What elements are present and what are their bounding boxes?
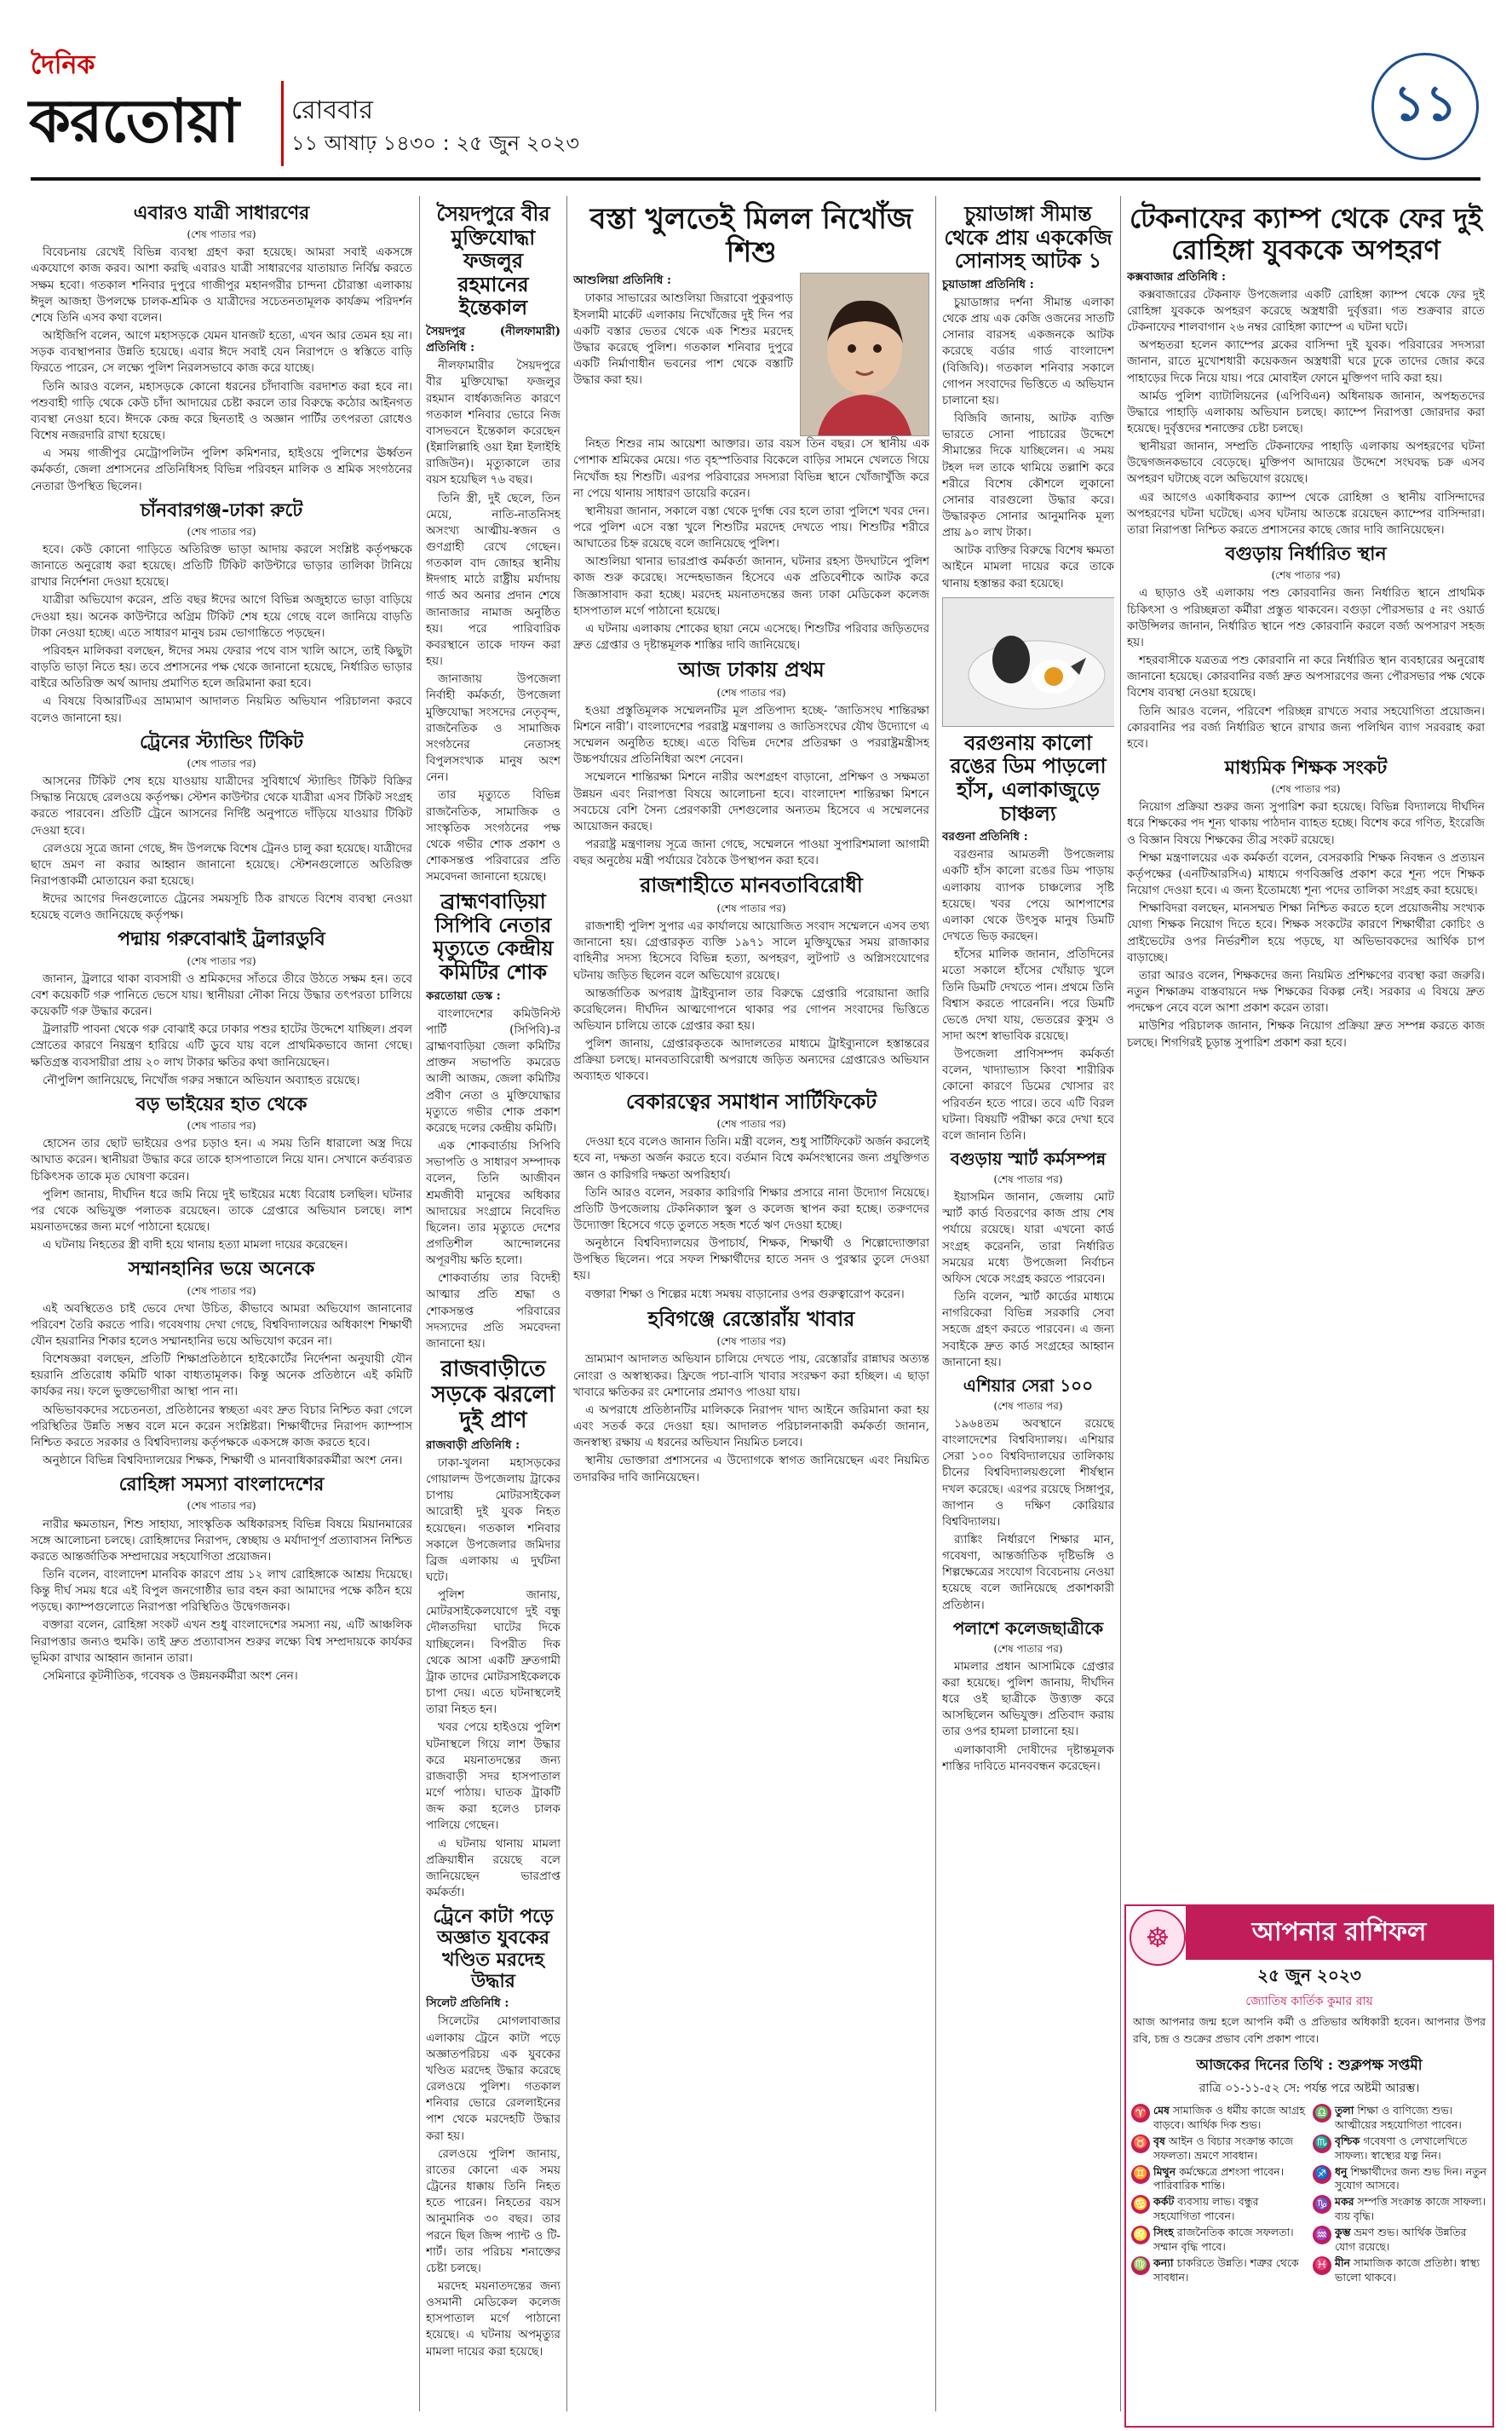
headline: ব্রাহ্মণবাড়িয়া সিপিবি নেতার মৃত্যুতে কেন্দ্রীয় কমিটির শোক <box>433 890 554 985</box>
article-train <box>31 732 412 925</box>
paragraph: বক্তারা বলেন, রোহিঙ্গা সংকট এখন শুধু বাংলাদেশের সমস্যা নয়, এটি আঞ্চলিক নিরাপত্তার জন্যও হুমকি। তাই দ্রুত প্রত্যাবাসন শুরুর লক্ষ্যে বিশ্ব সম্প্রদায়কে কার্যকর ভূমিকা রাখার আহ্বান জানান তারা। <box>31 1618 412 1665</box>
paragraph: অভিভাবকদের সচেতনতা, প্রতিষ্ঠানের স্বচ্ছতা এবং দ্রুত বিচার নিশ্চিত করা গেলে পরিস্থিতির উন্নতি সম্ভব বলে মনে করেন সংশ্লিষ্টরা। শিক্ষার্থীদের নিরাপদ ক্যাম্পাস নিশ্চিত করতে সরকার ও বিশ্ববিদ্যালয় কর্তৃপক্ষকে একসঙ্গে কাজ করতে হবে। <box>31 1403 412 1449</box>
paragraph: এ ঘটনায় এলাকায় শোকের ছায়া নেমে এসেছে। শিশুটির পরিবার জড়িতদের দ্রুত গ্রেপ্তার ও দৃষ্টান্তমূলক শাস্তির দাবি জানিয়েছে। <box>573 621 929 653</box>
paragraph: যাত্রীরা অভিযোগ করেন, প্রতি বছর ঈদের আগে বিভিন্ন অজুহাতে ভাড়া বাড়িয়ে দেওয়া হয়। অনেক কাউন্টারে অগ্রিম টিকিট শেষ হয়ে গেছে বলে জানিয়ে বাড়তি টাকা নেওয়া হচ্ছে। এতে সাধারণ মানুষ চরম ভোগান্তিতে পড়ছেন। <box>31 593 412 640</box>
paragraph: আন্তর্জাতিক অপরাধ ট্রাইব্যুনাল তার বিরুদ্ধে গ্রেপ্তারি পরোয়ানা জারি করেছিলেন। দীর্ঘদিন আত্মগোপনে থাকার পর গোপন সংবাদের ভিত্তিতে অভিযান চালিয়ে তাকে গ্রেপ্তার করা হয়। <box>573 986 929 1033</box>
sign-item <box>1313 2134 1487 2163</box>
continued-note: (শেষ পাতার পর) <box>716 686 786 699</box>
paragraph: ১৯৬৪তম অবস্থানে রয়েছে বাংলাদেশের বিশ্ববিদ্যালয়। এশিয়ার সেরা ১০০ বিশ্ববিদ্যালয়ের তালিকায় চীনের বিশ্ববিদ্যালয়গুলো শীর্ষস্থান দখল করেছে। এরপর রয়েছে সিঙ্গাপুর, জাপান ও দক্ষিণ কোরিয়ার বিশ্ববিদ্যালয়। <box>942 1416 1114 1529</box>
paragraph: রাজশাহী পুলিশ সুপার এর কার্যালয়ে আয়োজিত সংবাদ সম্মেলনে এসব তথ্য জানানো হয়। গ্রেপ্তারকৃত ব্যক্তি ১৯৭১ সালে মুক্তিযুদ্ধের সময় রাজাকার বাহিনীর সদস্য হিসেবে বিভিন্ন হত্যা, অপহরণ, লুটপাট ও অগ্নিসংযোগের ঘটনায় জড়িত ছিলেন বলে অভিযোগ রয়েছে। <box>573 919 929 982</box>
sign-text: সম্পত্তি সংক্রান্ত কাজে সাফল্য। ব্যয় বৃদ্ধি। <box>1335 2195 1486 2223</box>
headline: চুয়াডাঙ্গা সীমান্ত থেকে প্রায় এককেজি সোনাসহ আটক ১ <box>944 202 1112 274</box>
byline: সৈয়দপুর (নীলফামারী) প্রতিনিধি : <box>426 324 561 355</box>
article-asia <box>942 1376 1114 1614</box>
column-divider <box>566 196 567 2411</box>
headline: সৈয়দপুরে বীর মুক্তিযোদ্ধা ফজলুর রহমানের ইন্তেকাল <box>436 202 550 320</box>
sign-name: তুলা <box>1335 2104 1354 2117</box>
column-divider <box>1120 196 1121 2411</box>
headline: পলাশে কলেজছাত্রীকে <box>952 1617 1104 1639</box>
article-bogura-nirdharito <box>1127 544 1485 752</box>
continued-note: (শেষ পাতার পর) <box>993 1173 1063 1186</box>
lead-block <box>573 273 929 436</box>
sign-name: মিথুন <box>1153 2164 1176 2178</box>
newspaper-logo: করতোয়া <box>29 86 239 156</box>
paragraph: এ অপরাধে প্রতিষ্ঠানটির মালিককে নিরাপদ খাদ্য আইনে জরিমানা করা হয় এবং সতর্ক করে দেওয়া হয়। আদালত পরিচালনাকারী কর্মকর্তা জানান, জনস্বাস্থ্য রক্ষায় এ ধরনের অভিযান নিয়মিত চলবে। <box>573 1403 929 1450</box>
headline: হবিগঞ্জে রেস্তোরাঁয় খাবার <box>647 1306 855 1331</box>
headline: রাজবাড়ীতে সড়কে ঝরলো দুই প্রাণ <box>431 1357 555 1433</box>
headline: সম্মানহানির ভয়ে অনেকে <box>128 1259 315 1281</box>
paragraph: দেওয়া হবে বলেও জানান তিনি। মন্ত্রী বলেন, শুধু সার্টিফিকেট অর্জন করলেই হবে না, দক্ষতা অর্জন করতে হবে। বর্তমান বিশ্বে কর্মসংস্থানের জন্য প্রযুক্তিগত জ্ঞান ও কারিগরি দক্ষতা অপরিহার্য। <box>573 1135 929 1182</box>
paragraph: মরদেহ ময়নাতদন্তের জন্য ওসমানী মেডিকেল কলেজ হাসপাতাল মর্গে পাঠানো হয়েছে। এ ঘটনায় অপমৃত্যুর মামলা দায়ের করা হয়েছে। <box>426 2278 561 2359</box>
paragraph: জানান, ট্রলারে থাকা ব্যবসায়ী ও শ্রমিকদের সাঁতরে তীরে উঠতে সক্ষম হন। তবে বেশ কয়েকটি গরু পানিতে ভেসে যায়। স্থানীয়রা নৌকা নিয়ে উদ্ধার তৎপরতা চালিয়ে কয়েকটি গরু উদ্ধার করেন। <box>31 971 412 1019</box>
sign-name: ধনু <box>1335 2164 1348 2178</box>
article-bekarotto <box>573 1091 929 1303</box>
byline: সিলেট প্রতিনিধি : <box>426 1996 509 2011</box>
byline: বরগুনা প্রতিনিধি : <box>942 830 1028 844</box>
horoscope-date: ২৫ জুন ২০২৩ <box>1257 1965 1361 1985</box>
continued-note: (শেষ পাতার পর) <box>716 902 786 914</box>
paragraph: আশুলিয়া থানার ভারপ্রাপ্ত কর্মকর্তা জানান, ঘটনার রহস্য উদঘাটনে পুলিশ কাজ শুরু করেছে। সন্দেহভাজন হিসেবে এক প্রতিবেশীকে আটক করে জিজ্ঞাসাবাদ করা হচ্ছে। মরদেহ ময়নাতদন্তের জন্য ঢাকা মেডিকেল কলেজ হাসপাতাল মর্গে পাঠানো হয়েছে। <box>573 555 929 618</box>
masthead-separator <box>281 81 284 166</box>
lead-text <box>573 273 793 436</box>
paragraph: সিলেটের মোগলাবাজার এলাকায় ট্রেনে কাটা পড়ে অজ্ঞাতপরিচয় এক যুবকের খণ্ডিত মরদেহ উদ্ধার করেছে রেলওয়ে পুলিশ। গতকাল শনিবার ভোরে রেললাইনের পাশ থেকে মরদেহটি উদ্ধার করা হয়। <box>426 2014 561 2143</box>
capricorn-icon: ♑ <box>1313 2195 1331 2214</box>
zodiac-sign-list <box>1126 2104 1492 2285</box>
paragraph: পরিবহন মালিকরা বলছেন, ঈদের সময় ফেরার পথে বাস খালি আসে, তাই কিছুটা বাড়তি ভাড়া নিতে হয়। তবে প্রশাসনের পক্ষ থেকে জানানো হয়েছে, নির্ধারিত ভাড়ার বাইরে অতিরিক্ত অর্থ আদায় প্রমাণিত হলে জরিমানা করা হবে। <box>31 643 412 691</box>
paragraph: নারীর ক্ষমতায়ন, শিশু সাহায্য, সাংস্কৃতিক অধিকারসহ বিভিন্ন বিষয়ে মিয়ানমারের সঙ্গে আলোচনা চলছে। রোহিঙ্গাদের নিরাপদ, স্বেচ্ছায় ও মর্যাদাপূর্ণ প্রত্যাবাসন নিশ্চিত করতে আন্তর্জাতিক সম্প্রদায়ের সহযোগিতা প্রয়োজন। <box>31 1517 412 1564</box>
sign-text: ভ্রমণ শুভ। আর্থিক উন্নতির যোগ রয়েছে। <box>1335 2226 1467 2253</box>
paragraph: নিয়োগ প্রক্রিয়া শুরুর জন্য সুপারিশ করা হয়েছে। বিভিন্ন বিদ্যালয়ে দীর্ঘদিন ধরে শিক্ষকের পদ শূন্য থাকায় পাঠদান ব্যাহত হচ্ছে। বিশেষ করে গণিত, ইংরেজি ও বিজ্ঞান বিষয়ে শিক্ষকের তীব্র সংকট রয়েছে। <box>1127 800 1485 847</box>
issue-day: রোববার <box>291 95 373 125</box>
article-maddhomik <box>1127 758 1485 1051</box>
paragraph: অনুষ্ঠানে বিভিন্ন বিশ্ববিদ্যালয়ের শিক্ষক, শিক্ষার্থী ও মানবাধিকারকর্মীরা অংশ নেন। <box>43 1454 403 1468</box>
paragraph: নৌপুলিশ জানিয়েছে, নিখোঁজ গরুর সন্ধানে অভিযান অব্যাহত রয়েছে। <box>43 1073 360 1087</box>
sign-text: সামাজিক ও ধর্মীয় কাজে আগ্রহ বাড়বে। আর্থিক দিক শুভ। <box>1153 2104 1305 2131</box>
horoscope-title: আপনার রাশিফল <box>1186 1906 1492 1960</box>
horoscope-author: জ্যোতিষ কার্তিক কুমার রায় <box>1245 1995 1373 2008</box>
page-number: ১১ <box>1371 53 1479 160</box>
paragraph: আইজিপি বলেন, আগে মহাসড়কে যেমন যানজট হতো, এখন আর তেমন হয় না। সড়ক ব্যবস্থাপনার উন্নতি হয়েছে। এবার ঈদে সবাই যেন নিরাপদে ও স্বস্তিতে বাড়ি ফিরতে পারেন, সে লক্ষ্যে পুলিশ নিরলসভাবে কাজ করে যাচ্ছে। <box>31 329 412 376</box>
continued-note: (শেষ পাতার পর) <box>187 525 256 538</box>
sign-text: কর্মক্ষেত্রে প্রশংসা পাবেন। পারিবারিক শান্তি। <box>1153 2164 1285 2192</box>
article-sommanhani <box>31 1259 412 1469</box>
continued-note: (শেষ পাতার পর) <box>187 1284 256 1297</box>
paragraph: বক্তারা শিক্ষা ও শিল্পের মধ্যে সমন্বয় বাড়ানোর ওপর গুরুত্বারোপ করেন। <box>585 1287 905 1301</box>
article-jatri <box>31 203 412 495</box>
paragraph: খবর পেয়ে হাইওয়ে পুলিশ ঘটনাস্থলে গিয়ে লাশ উদ্ধার করে ময়নাতদন্তের জন্য রাজবাড়ী সদর হাসপাতাল মর্গে পাঠায়। ঘাতক ট্রাকটি জব্দ করা হলেও চালক পালিয়ে গেছেন। <box>426 1720 561 1833</box>
egg-photo <box>942 597 1114 727</box>
sign-item <box>1131 2165 1306 2194</box>
paragraph: আটক ব্যক্তির বিরুদ্ধে বিশেষ ক্ষমতা আইনে মামলা দায়ের করে তাকে থানায় হস্তান্তর করা হয়েছে। <box>942 544 1114 590</box>
aquarius-icon: ♒ <box>1313 2226 1331 2244</box>
article-smart <box>942 1149 1114 1371</box>
byline: রাজবাড়ী প্রতিনিধি : <box>426 1437 520 1452</box>
paragraph: পুলিশ জানায়, মোটরসাইকেলযোগে দুই বন্ধু দৌলতদিয়া ঘাটের দিকে যাচ্ছিলেন। বিপরীত দিক থেকে আসা একটি দ্রুতগামী ট্রাক তাদের মোটরসাইকেলকে চাপা দেয়। এতে ঘটনাস্থলেই তারা নিহত হন। <box>426 1588 561 1717</box>
sign-text: আইন ও বিচার সংক্রান্ত কাজে সফলতা। ভ্রমণে সাবধান। <box>1153 2134 1294 2162</box>
headline: এবারও যাত্রী সাধারণের <box>133 203 310 224</box>
paragraph: সম্মেলনে শান্তিরক্ষা মিশনে নারীর অংশগ্রহণ বাড়ানো, প্রশিক্ষণ ও সক্ষমতা উন্নয়ন এবং নিরাপত্তা বিষয়ে আলোচনা হবে। বাংলাদেশ শান্তিরক্ষা মিশনে সবচেয়ে বেশি সৈন্য প্রেরণকারী দেশগুলোর অন্যতম হিসেবে এ সম্মেলনের আয়োজন করছে। <box>573 770 929 833</box>
paragraph: বিজিবি জানায়, আটক ব্যক্তি ভারতে সোনা পাচারের উদ্দেশে সীমান্তের দিকে যাচ্ছিলেন। এ সময় টহল দল তাকে থামিয়ে তল্লাশি করে শরীরে বিশেষ কৌশলে লুকানো সোনার বারগুলো উদ্ধার করে। উদ্ধারকৃত সোনার আনুমানিক মূল্য প্রায় ৯০ লাখ টাকা। <box>942 412 1114 540</box>
headline: বস্তা খুলতেই মিলল নিখোঁজ শিশু <box>589 202 913 270</box>
gemini-icon: ♊ <box>1131 2165 1150 2184</box>
masthead-rule <box>31 177 1480 181</box>
sign-text: চাকরিতে উন্নতি। শত্রুর থেকে সাবধান। <box>1153 2255 1299 2284</box>
headline: চাঁনবারগঞ্জ-ঢাকা রুটে <box>140 499 303 521</box>
scorpio-icon: ♏ <box>1313 2134 1331 2153</box>
byline: আশুলিয়া প্রতিনিধি : <box>573 274 671 288</box>
continued-note: (শেষ পাতার পর) <box>993 1399 1063 1412</box>
continued-note: (শেষ পাতার পর) <box>187 758 256 770</box>
paragraph: ভ্রাম্যমাণ আদালত অভিযান চালিয়ে দেখতে পায়, রেস্তোরাঁর রান্নাঘর অত্যন্ত নোংরা ও অস্বাস্থ্যকর। ফ্রিজে পচা-বাসি খাবার সংরক্ষণ করা হচ্ছিল। এ ছাড়া খাবারে ক্ষতিকর রং মেশানোর প্রমাণও পাওয়া যায়। <box>573 1352 929 1399</box>
paragraph: তিনি আরও বলেন, সরকার কারিগরি শিক্ষার প্রসারে নানা উদ্যোগ নিয়েছে। প্রতিটি উপজেলায় টেকনিক্যাল স্কুল ও কলেজ স্থাপন করা হচ্ছে। তরুণদের উদ্যোক্তা হিসেবে গড়ে তুলতে সহজ শর্তে ঋণ দেওয়া হচ্ছে। <box>573 1185 929 1232</box>
paragraph: বরগুনার আমতলী উপজেলায় একটি হাঁস কালো রঙের ডিম পাড়ায় এলাকায় ব্যাপক চাঞ্চল্যের সৃষ্টি হয়েছে। খবর পেয়ে আশপাশের এলাকা থেকে উৎসুক মানুষ ডিমটি দেখতে ভিড় করছেন। <box>942 848 1114 944</box>
byline: চুয়াডাঙ্গা প্রতিনিধি : <box>942 277 1034 291</box>
paragraph: শোকবার্তায় তার বিদেহী আত্মার প্রতি শ্রদ্ধা ও শোকসন্তপ্ত পরিবারের সদস্যদের প্রতি সমবেদনা জানানো হয়। <box>426 1271 561 1351</box>
paragraph: ট্রলারটি পাবনা থেকে গরু বোঝাই করে ঢাকার পশুর হাটের উদ্দেশে যাচ্ছিল। প্রবল স্রোতের কারণে নিয়ন্ত্রণ হারিয়ে এটি ডুবে যায় বলে প্রাথমিকভাবে জানা গেছে। ক্ষতিগ্রস্ত ব্যবসায়ীরা প্রায় ২০ লাখ টাকার ক্ষতির কথা জানিয়েছেন। <box>31 1023 412 1069</box>
article-padma <box>31 929 412 1088</box>
paragraph: ঢাকা-খুলনা মহাসড়কের গোয়ালন্দ উপজেলায় ট্রাকের চাপায় মোটরসাইকেল আরোহী দুই যুবক নিহত হয়েছেন। গতকাল শনিবার সকালে উপজেলার জমিদার ব্রিজ এলাকায় এ দুর্ঘটনা ঘটে। <box>426 1455 561 1585</box>
sign-name: কন্যা <box>1153 2255 1174 2269</box>
sign-item <box>1131 2104 1306 2133</box>
sign-item <box>1313 2195 1487 2224</box>
headline: বগুড়ায় স্মার্ট কর্মসম্পন্ন <box>950 1149 1107 1170</box>
column-divider <box>419 196 420 2411</box>
sagittarius-icon: ♐ <box>1313 2165 1331 2184</box>
continued-note: (শেষ পাতার পর) <box>1271 783 1341 796</box>
sign-item <box>1313 2226 1487 2255</box>
headline: বেকারত্বের সমাধান সার্টিফিকেট <box>625 1089 877 1114</box>
paragraph: এ ছাড়াও ওই এলাকায় পশু কোরবানির জন্য নির্ধারিত স্থানে প্রাথমিক চিকিৎসা ও পরিচ্ছন্নতা কর্মীরা প্রস্তুত থাকবেন। বগুড়া পৌরসভার ৫ নং ওয়ার্ড কাউন্সিলর জানান, নির্ধারিত স্থানে পশু কোরবানি করলে বর্জ্য অপসারণ সহজ হয়। <box>1127 586 1485 649</box>
continued-note: (শেষ পাতার পর) <box>993 1642 1063 1655</box>
paragraph: শিক্ষা মন্ত্রণালয়ের এক কর্মকর্তা বলেন, বেসরকারি শিক্ষক নিবন্ধন ও প্রত্যয়ন কর্তৃপক্ষের (এনটিআরসিএ) মাধ্যমে গণবিজ্ঞপ্তি প্রকাশ করে শূন্য পদে শিক্ষক নিয়োগ দেওয়া হবে। এ জন্য ইতোমধ্যে শূন্য পদের তালিকা সংগ্রহ করা হয়েছে। <box>1127 850 1485 898</box>
paragraph: সেমিনারে কূটনীতিক, গবেষক ও উন্নয়নকর্মীরা অংশ নেন। <box>43 1668 298 1683</box>
paragraph: অনুষ্ঠানে বিশ্ববিদ্যালয়ের উপাচার্য, শিক্ষক, শিক্ষার্থী ও শিল্পোদ্যোক্তারা উপস্থিত ছিলেন। পরে সফল শিক্ষার্থীদের হাতে সনদ ও পুরস্কার তুলে দেওয়া হয়। <box>573 1236 929 1283</box>
paragraph: এ সময় গাজীপুর মেট্রোপলিটন পুলিশ কমিশনার, হাইওয়ে পুলিশের ঊর্ধ্বতন কর্মকর্তা, জেলা প্রশাসনের প্রতিনিধিসহ বিভিন্ন পরিবহন মালিক ও শ্রমিক সংগঠনের নেতারা উপস্থিত ছিলেন। <box>31 446 412 493</box>
paragraph: তারা আরও বলেন, শিক্ষকদের জন্য নিয়মিত প্রশিক্ষণের ব্যবস্থা করা জরুরি। নতুন শিক্ষাক্রম বাস্তবায়নে দক্ষ শিক্ষকের বিকল্প নেই। সরকার এ বিষয়ে দ্রুত পদক্ষেপ নেবে বলে আশা প্রকাশ করেন তারা। <box>1127 968 1485 1016</box>
paragraph: এ বিষয়ে বিআরটিএর ভ্রাম্যমাণ আদালত নিয়মিত অভিযান পরিচালনা করবে বলেও জানানো হয়। <box>31 694 412 725</box>
taurus-icon: ♉ <box>1131 2134 1150 2153</box>
paragraph: এ ঘটনায় নিহতের স্ত্রী বাদী হয়ে থানায় হত্যা মামলা দায়ের করেছেন। <box>43 1238 348 1253</box>
column-second <box>426 198 561 2413</box>
article-boro-vai <box>31 1094 412 1253</box>
paragraph: মামলার প্রধান আসামিকে গ্রেপ্তার করা হয়েছে। পুলিশ জানায়, দীর্ঘদিন ধরে ওই ছাত্রীকে উত্ত্যক্ত করে আসছিলেন অভিযুক্ত। প্রতিবাদ করায় তার ওপর হামলা চালানো হয়। <box>942 1659 1114 1739</box>
sign-item <box>1313 2165 1487 2194</box>
leo-icon: ♌ <box>1131 2226 1150 2244</box>
headline: বগুড়ায় নির্ধারিত স্থান <box>1225 544 1387 566</box>
tithi-night-line: রাত্রি ০১-১১-৫২ সে: পর্যন্ত পরে অষ্টমী আরম্ভ। <box>1199 2082 1420 2095</box>
issue-date: ১১ আষাঢ় ১৪৩০ : ২৫ জুন ২০২৩ <box>291 131 580 155</box>
column-right <box>1127 198 1485 1898</box>
paragraph: স্থানীয় ভোক্তারা প্রশাসনের এ উদ্যোগকে স্বাগত জানিয়েছেন এবং নিয়মিত তদারকির দাবি জানিয়েছেন। <box>573 1454 929 1484</box>
headline: রোহিঙ্গা সমস্যা বাংলাদেশের <box>118 1474 325 1496</box>
paragraph: তিনি বলেন, স্মার্ট কার্ডের মাধ্যমে নাগরিকেরা বিভিন্ন সরকারি সেবা সহজে গ্রহণ করতে পারবেন। এ জন্য সবাইকে দ্রুত কার্ড সংগ্রহের আহ্বান জানানো হয়। <box>942 1290 1114 1369</box>
libra-icon: ♎ <box>1313 2104 1331 2123</box>
headline: এশিয়ার সেরা ১০০ <box>963 1374 1094 1396</box>
byline: কক্সবাজার প্রতিনিধি : <box>1127 269 1227 284</box>
paragraph: উপজেলা প্রাণিসম্পদ কর্মকর্তা বলেন, খাদ্যাভ্যাস কিংবা শারীরিক কোনো কারণে ডিমের খোসার রং পরিবর্তন হতে পারে। তবে এটি বিরল ঘটনা। বিষয়টি পরীক্ষা করে দেখা হবে বলে জানান তিনি। <box>942 1047 1114 1143</box>
sign-name: বৃষ <box>1153 2134 1165 2147</box>
sign-item <box>1131 2134 1306 2163</box>
article-polash <box>942 1619 1114 1775</box>
paragraph: ইয়াসমিন জানান, জেলায় মোট স্মার্ট কার্ড বিতরণের কাজ প্রায় শেষ পর্যায়ে রয়েছে। যারা এখনো কার্ড সংগ্রহ করেননি, তারা নির্ধারিত সময়ের মধ্যে উপজেলা নির্বাচন অফিস থেকে সংগ্রহ করতে পারবেন। <box>942 1190 1114 1286</box>
sign-name: সিংহ <box>1153 2226 1174 2238</box>
paragraph: ঈদের আগের দিনগুলোতে ট্রেনের সময়সূচি ঠিক রাখতে বিশেষ ব্যবস্থা নেওয়া হয়েছে বলেও জানিয়েছে কর্তৃপক্ষ। <box>31 892 412 923</box>
child-photo <box>800 273 929 436</box>
paragraph: মাউশির পরিচালক জানান, শিক্ষক নিয়োগ প্রক্রিয়া দ্রুত সম্পন্ন করতে কাজ চলছে। শিগগিরই চূড়ান্ত সুপারিশ প্রকাশ করা হবে। <box>1127 1019 1485 1050</box>
paragraph: হোসেন তার ছোট ভাইয়ের ওপর চড়াও হন। এ সময় তিনি ধারালো অস্ত্র দিয়ে আঘাত করেন। স্থানীয়রা উদ্ধার করে তাকে হাসপাতালে নিয়ে যান। সেখানে কর্তব্যরত চিকিৎসক তাকে মৃত ঘোষণা করেন। <box>31 1137 412 1184</box>
article-fojlur <box>426 203 561 885</box>
sign-item <box>1131 2226 1306 2255</box>
paragraph: আর্মড পুলিশ ব্যাটালিয়নের (এপিবিএন) অধিনায়ক জানান, অপহৃতদের উদ্ধারে পাহাড়ি এলাকায় অভিযান চলছে। ক্যাম্পে নিরাপত্তা জোরদার করা হয়েছে। দুর্বৃত্তদের শনাক্তের চেষ্টা চলছে। <box>1127 389 1485 435</box>
continued-note: (শেষ পাতার পর) <box>187 1500 256 1512</box>
article-teknaf <box>1127 203 1485 539</box>
sign-item <box>1131 2195 1306 2224</box>
column-left <box>31 198 412 2413</box>
sign-text: শিক্ষা ও বাণিজ্যে শুভ। আত্মীয়ের সহযোগিতা পাবেন। <box>1335 2104 1462 2131</box>
article-hobiganj <box>573 1308 929 1486</box>
article-shishu <box>573 203 929 654</box>
black-egg-image <box>943 598 1114 726</box>
paragraph: এই অবস্থিতেও চাই ভেবে দেখা উচিত, কীভাবে আমরা অভিযোগ জানানোর পরিবেশ তৈরি করতে পারি। গবেষণায় দেখা গেছে, বিশ্ববিদ্যালয়ের অধিকাংশ শিক্ষার্থী যৌন হয়রানির শিকার হলেও সম্মানহানির ভয়ে অভিযোগ করেন না। <box>31 1301 412 1348</box>
paragraph: তার মৃত্যুতে বিভিন্ন রাজনৈতিক, সামাজিক ও সাংস্কৃতিক সংগঠনের পক্ষ থেকে গভীর শোক প্রকাশ ও শোকসন্তপ্ত পরিবারের প্রতি সমবেদনা জানানো হয়েছে। <box>426 788 561 884</box>
headline: রাজশাহীতে মানবতাবিরোধী <box>640 873 863 898</box>
paragraph: পুলিশ জানায়, গ্রেপ্তারকৃতকে আদালতের মাধ্যমে ট্রাইব্যুনালে হস্তান্তরের প্রক্রিয়া চলছে। মানবতাবিরোধী অপরাধে জড়িত অন্যদের গ্রেপ্তারেও অভিযান অব্যাহত থাকবে। <box>573 1037 929 1084</box>
paragraph: তিনি স্ত্রী, দুই ছেলে, তিন মেয়ে, নাতি-নাতনিসহ অসংখ্য আত্মীয়-স্বজন ও গুণগ্রাহী রেখে গেছেন। গতকাল বাদ জোহর স্থানীয় ঈদগাহ মাঠে রাষ্ট্রীয় মর্যাদায় গার্ড অব অনার প্রদান শেষে জানাজার নামাজ অনুষ্ঠিত হয়। পরে পারিবারিক কবরস্থানে তাকে দাফন করা হয়। <box>426 491 561 669</box>
paragraph: নীলফামারীর সৈয়দপুরে বীর মুক্তিযোদ্ধা ফজলুর রহমান বার্ধক্যজনিত কারণে গতকাল শনিবার ভোরে নিজ বাসভবনে ইন্তেকাল করেছেন (ইন্নালিল্লাহি ওয়া ইন্না ইলাইহি রাজিউন)। মৃত্যুকালে তার বয়স হয়েছিল ৭৬ বছর। <box>426 359 561 487</box>
byline: করতোয়া ডেস্ক : <box>426 988 501 1003</box>
article-rajbari <box>426 1357 561 1901</box>
article-aj-dhaka <box>573 659 929 869</box>
column-divider <box>935 196 936 2411</box>
paragraph: রেলওয়ে সূত্রে জানা গেছে, ঈদ উপলক্ষে বিশেষ ট্রেনও চালু করা হয়েছে। যাত্রীদের ছাদে ভ্রমণ না করার আহ্বান জানানো হয়েছে। স্টেশনগুলোতে অতিরিক্ত নিরাপত্তাকর্মী মোতায়েন করা হয়েছে। <box>31 841 412 888</box>
article-chanbaganj <box>31 500 412 727</box>
paragraph: শহরবাসীকে যত্রতত্র পশু কোরবানি না করে নির্ধারিত স্থান ব্যবহারের অনুরোধ জানানো হয়েছে। কোরবানির বর্জ্য দ্রুত অপসারণের জন্য পৌরসভার পক্ষ থেকে বিশেষ ব্যবস্থা নেওয়া হয়েছে। <box>1127 654 1485 700</box>
sign-name: মীন <box>1335 2255 1350 2269</box>
paragraph: চুয়াডাঙ্গার দর্শনা সীমান্ত এলাকা থেকে প্রায় এক কেজি ওজনের সাতটি সোনার বারসহ একজনকে আটক করেছে বর্ডার গার্ড বাংলাদেশ (বিজিবি)। গতকাল শনিবার সকালে গোপন সংবাদের ভিত্তিতে এ অভিযান চালানো হয়। <box>942 295 1114 407</box>
sign-text: গবেষণা ও লেখালেখিতে সাফল্য। স্বাস্থ্যের যত্ন নিন। <box>1335 2134 1468 2162</box>
paragraph: জানাজায় উপজেলা নির্বাহী কর্মকর্তা, উপজেলা মুক্তিযোদ্ধা সংসদের নেতৃবৃন্দ, রাজনৈতিক ও সামাজিক সংগঠনের নেতাসহ বিপুলসংখ্যক মানুষ অংশ নেন। <box>426 672 561 785</box>
sign-name: মেষ <box>1153 2104 1170 2117</box>
paragraph: র‍্যাঙ্কিং নির্ধারণে শিক্ষার মান, গবেষণা, আন্তর্জাতিক দৃষ্টিভঙ্গি ও শিল্পক্ষেত্রের সংযোগ বিবেচনায় নেওয়া হয়েছে বলে জানিয়েছে প্রকাশকারী প্রতিষ্ঠান। <box>942 1532 1114 1612</box>
paragraph: রেলওয়ে পুলিশ জানায়, রাতের কোনো এক সময় ট্রেনের ধাক্কায় তিনি নিহত হতে পারেন। নিহতের বয়স আনুমানিক ৩০ বছর। তার পরনে ছিল জিন্স প্যান্ট ও টি-শার্ট। তার পরিচয় শনাক্তের চেষ্টা চলছে। <box>426 2146 561 2275</box>
continued-note: (শেষ পাতার পর) <box>187 228 256 241</box>
paragraph: কক্সবাজারের টেকনাফ উপজেলার একটি রোহিঙ্গা ক্যাম্প থেকে ফের দুই রোহিঙ্গা যুবককে অপহরণ করেছে অস্ত্রধারী দুর্বৃত্তরা। গত শুক্রবার রাতে টেকনাফের শালবাগান ২৬ নম্বর রোহিঙ্গা ক্যাম্পে এ ঘটনা ঘটে। <box>1127 287 1485 335</box>
paragraph: বিশেষজ্ঞরা বলছেন, প্রতিটি শিক্ষাপ্রতিষ্ঠানে হাইকোর্টের নির্দেশনা অনুযায়ী যৌন হয়রানি প্রতিরোধ কমিটি থাকা বাধ্যতামূলক। কিন্তু অনেক প্রতিষ্ঠানে এই কমিটি কার্যকর নয়। ফলে ভুক্তভোগীরা আস্থা পান না। <box>31 1352 412 1399</box>
paragraph: নিহত শিশুর নাম আয়েশা আক্তার। তার বয়স তিন বছর। সে স্থানীয় এক পোশাক শ্রমিকের মেয়ে। গত বৃহস্পতিবার বিকেলে বাড়ির সামনে খেলতে গিয়ে নিখোঁজ হয় শিশুটি। এরপর পরিবারের সদস্যরা বিভিন্ন স্থানে খোঁজাখুঁজি করে না পেয়ে থানায় সাধারণ ডায়েরি করেন। <box>573 437 929 500</box>
horoscope-box <box>1124 1904 1494 2428</box>
paragraph: তিনি বলেন, বাংলাদেশ মানবিক কারণে প্রায় ১২ লাখ রোহিঙ্গাকে আশ্রয় দিয়েছে। কিন্তু দীর্ঘ সময় ধরে এই বিপুল জনগোষ্ঠীর ভার বহন করা আমাদের পক্ষে কঠিন হয়ে পড়ছে। ক্যাম্পগুলোতে নিরাপত্তা পরিস্থিতিও উদ্বেগজনক। <box>31 1567 412 1615</box>
sign-name: মকর <box>1335 2195 1354 2209</box>
paragraph: ঢাকার সাভারের আশুলিয়া জিরাবো পুকুরপাড় ইসলামী মার্কেট এলাকায় নিখোঁজের দুই দিন পর একটি বস্তার ভেতর থেকে এক শিশুর মরদেহ উদ্ধার করেছে পুলিশ। গতকাল শনিবার দুপুরে একটি নির্মাণাধীন ভবনের পাশ থেকে বস্তাটি উদ্ধার করা হয়। <box>573 291 793 388</box>
article-train-kata <box>426 1906 561 2360</box>
paragraph: এর আগেও একাধিকবার ক্যাম্প থেকে রোহিঙ্গা ও স্থানীয় বাসিন্দাদের অপহরণের ঘটনা ঘটেছে। এসব ঘটনায় আতঙ্কে রয়েছেন ক্যাম্পের বাসিন্দারা। তারা নিরাপত্তা নিশ্চিত করতে প্রশাসনের কাছে জোর দাবি জানিয়েছেন। <box>1127 490 1485 537</box>
headline: বড় ভাইয়ের হাত থেকে <box>135 1093 308 1115</box>
paragraph: শিক্ষাবিদরা বলছেন, মানসম্মত শিক্ষা নিশ্চিত করতে হলে প্রয়োজনীয় সংখ্যক যোগ্য শিক্ষক নিয়োগ দিতে হবে। শিক্ষক সংকটের কারণে শিক্ষার্থীরা কোচিং ও প্রাইভেটের ওপর নির্ভরশীল হয়ে পড়ছে, যা অভিভাবকদের আর্থিক চাপ বাড়াচ্ছে। <box>1127 902 1485 965</box>
article-rajshahi <box>573 874 929 1085</box>
sign-text: সামাজিক কাজে প্রতিষ্ঠা। স্বাস্থ্য ভালো থাকবে। <box>1335 2255 1480 2284</box>
headline: বরগুনায় কালো রঙের ডিম পাড়লো হাঁস, এলাকাজুড়ে চাঞ্চল্য <box>950 730 1107 826</box>
paragraph: বিবেচনায় রেখেই বিভিন্ন ব্যবস্থা গ্রহণ করা হয়েছে। আমরা সবাই একসঙ্গে একযোগে কাজ করব। আশা করছি এবারও যাত্রী সাধারণের যাতায়াত নির্বিঘ্ন করতে সক্ষম হবো। গতকাল শনিবার দুপুরে গাজীপুর মহানগরীর চান্দনা চৌরাস্তা এলাকায় ঈদুল আজহা উপলক্ষে চালক-শ্রমিক ও যাত্রীদের সচেতনতামূলক কার্যক্রম পরিদর্শন শেষে তিনি এসব কথা বলেন। <box>31 245 412 325</box>
aries-icon: ♈ <box>1131 2104 1150 2123</box>
headline: ট্রেনে কাটা পড়ে অজ্ঞাত যুবকের খণ্ডিত মরদেহ উদ্ধার <box>433 1906 554 1993</box>
continued-note: (শেষ পাতার পর) <box>187 1120 256 1132</box>
sign-item <box>1313 2256 1487 2285</box>
sign-text: রাজনৈতিক কাজে সফলতা। সম্মান বৃদ্ধি পাবে। <box>1153 2226 1294 2253</box>
article-rohingya-somossa <box>31 1474 412 1685</box>
zodiac-wheel-icon: ☸ <box>1130 1910 1186 1966</box>
column-center <box>573 198 929 2413</box>
headline: আজ ঢাকায় প্রথম <box>678 658 825 683</box>
cancer-icon: ♋ <box>1131 2195 1150 2214</box>
article-chuadanga <box>942 203 1114 592</box>
paragraph: এক শোকবার্তায় সিপিবি সভাপতি ও সাধারণ সম্পাদক বলেন, তিনি আজীবন শ্রমজীবী মানুষের অধিকার আদায়ের সংগ্রামে নিবেদিত ছিলেন। তার মৃত্যুতে দেশের প্রগতিশীল আন্দোলনের অপূরণীয় ক্ষতি হলো। <box>426 1139 561 1268</box>
paragraph: স্থানীয়রা জানান, সকালে বস্তা থেকে দুর্গন্ধ বের হলে তারা পুলিশে খবর দেন। পরে পুলিশ এসে বস্তা খুলে শিশুটির মরদেহ দেখতে পায়। শিশুটির শরীরে আঘাতের চিহ্ন রয়েছে বলে জানিয়েছে পুলিশ। <box>573 504 929 551</box>
sign-item <box>1131 2256 1306 2285</box>
paragraph: পুলিশ জানায়, দীর্ঘদিন ধরে জমি নিয়ে দুই ভাইয়ের মধ্যে বিরোধ চলছিল। ঘটনার পর থেকে অভিযুক্ত পলাতক রয়েছেন। তাকে গ্রেপ্তারে অভিযান চলছে। লাশ ময়নাতদন্তের জন্য মর্গে পাঠানো হয়েছে। <box>31 1187 412 1234</box>
article-cpb <box>426 890 561 1352</box>
sign-name: কুম্ভ <box>1335 2226 1351 2238</box>
paragraph: বাংলাদেশের কমিউনিস্ট পার্টি (সিপিবি)-র ব্রাহ্মণবাড়িয়া জেলা কমিটির প্রাক্তন সভাপতি কমরেড আলী আজম, জেলা কমিটির প্রবীণ নেতা ও মুক্তিযোদ্ধার মৃত্যুতে গভীর শোক প্রকাশ করেছে দলের কেন্দ্রীয় কমিটি। <box>426 1006 561 1135</box>
virgo-icon: ♍ <box>1131 2256 1150 2275</box>
continued-note: (শেষ পাতার পর) <box>716 1118 786 1131</box>
column-fourth <box>942 198 1114 2413</box>
sign-name: কর্কট <box>1153 2195 1175 2209</box>
sign-name: বৃশ্চিক <box>1335 2134 1360 2147</box>
sign-text: শিক্ষার্থীদের জন্য শুভ দিন। নতুন সুযোগ আসবে। <box>1335 2164 1486 2192</box>
headline: ট্রেনের স্ট্যান্ডিং টিকিট <box>140 731 303 753</box>
continued-note: (শেষ পাতার পর) <box>716 1335 786 1348</box>
pisces-icon: ♓ <box>1313 2256 1331 2275</box>
paragraph: হওয়া প্রস্তুতিমূলক সম্মেলনটির মূল প্রতিপাদ্য হচ্ছে- ‘জাতিসংঘ শান্তিরক্ষা মিশনে নারী’। বাংলাদেশের পররাষ্ট্র মন্ত্রণালয় ও জাতিসংঘের যৌথ উদ্যোগে এ সম্মেলন অনুষ্ঠিত হচ্ছে। এতে বিভিন্ন দেশের প্রতিরক্ষা ও পররাষ্ট্রমন্ত্রীসহ উচ্চপর্যায়ের প্রতিনিধিরা অংশ নেবেন। <box>573 703 929 767</box>
tithi-line: আজকের দিনের তিথি : শুক্লপক্ষ সপ্তমী <box>1196 2057 1423 2074</box>
continued-note: (শেষ পাতার পর) <box>1271 569 1341 582</box>
paragraph: এলাকাবাসী দোষীদের দৃষ্টান্তমূলক শাস্তির দাবিতে মানববন্ধন করেছেন। <box>942 1743 1114 1773</box>
sign-item <box>1313 2104 1487 2133</box>
headline: মাধ্যমিক শিক্ষক সংকট <box>1224 757 1388 779</box>
sign-text: ব্যবসায় লাভ। বন্ধুর সহযোগিতা পাবেন। <box>1153 2195 1259 2223</box>
paragraph: তিনি আরও বলেন, মহাসড়কে কোনো ধরনের চাঁদাবাজি বরদাশত করা হবে না। পশুবাহী গাড়ি থেকে কেউ চাঁদা আদায়ের চেষ্টা করলে তার বিরুদ্ধে কঠোর আইনগত ব্যবস্থা নেওয়া হবে। ঈদকে কেন্দ্র করে ছিনতাই ও অজ্ঞান পার্টির তৎপরতা রোধেও বিশেষ নজরদারি রাখা হয়েছে। <box>31 379 412 443</box>
horoscope-intro: আজ আপনার জন্ম হলে আপনি কর্মী ও প্রতিভার অধিকারী হবেন। আপনার উপর রবি, চন্দ্র ও শুক্রের প্রভাব বেশি প্রকাশ পাবে। <box>1133 2015 1486 2045</box>
paragraph: আসনের টিকিট শেষ হয়ে যাওয়ায় যাত্রীদের সুবিধার্থে স্ট্যান্ডিং টিকিট বিক্রির সিদ্ধান্ত নিয়েছে রেলওয়ে কর্তৃপক্ষ। স্টেশন কাউন্টার থেকে যাত্রীরা এসব টিকিট সংগ্রহ করতে পারবেন। প্রতিটি ট্রেনে আসনের নির্দিষ্ট অনুপাতে দাঁড়িয়ে যাওয়ার টিকিট দেওয়া হবে। <box>31 775 412 838</box>
article-hash <box>942 732 1114 1144</box>
paragraph: তিনি আরও বলেন, পরিবেশ পরিচ্ছন্ন রাখতে সবার সহযোগিতা প্রয়োজন। কোরবানির পর বর্জ্য নির্ধারিত স্থানে রাখার জন্য পলিথিন ব্যাগ সরবরাহ করা হবে। <box>1127 704 1485 751</box>
headline: টেকনাফের ক্যাম্প থেকে ফের দুই রোহিঙ্গা যুবককে অপহরণ <box>1130 202 1482 266</box>
child-portrait-image <box>801 274 928 435</box>
masthead <box>0 0 1512 196</box>
paragraph: হবে। কেউ কোনো গাড়িতে অতিরিক্ত ভাড়া আদায় করলে সংশ্লিষ্ট কর্তৃপক্ষকে জানাতে অনুরোধ করা হয়েছে। প্রতিটি টিকিট কাউন্টারে ভাড়ার তালিকা টানিয়ে রাখার নির্দেশনা দেওয়া হয়েছে। <box>31 543 412 590</box>
headline: পদ্মায় গরুবোঝাই ট্রলারডুবি <box>118 929 325 951</box>
logo-small: দৈনিক <box>31 50 95 80</box>
paragraph: হাঁসের মালিক জানান, প্রতিদিনের মতো সকালে হাঁসের খোঁয়াড় খুলে তিনি ডিমটি দেখতে পান। প্রথমে তিনি বিশ্বাস করতে পারেননি। পরে ডিমটি ভেঙে দেখা যায়, ভেতরের কুসুম ও সাদা অংশ স্বাভাবিক রয়েছে। <box>942 948 1114 1043</box>
continued-note: (শেষ পাতার পর) <box>187 954 256 967</box>
paragraph: স্থানীয়রা জানান, সম্প্রতি টেকনাফের পাহাড়ি এলাকায় অপহরণের ঘটনা উদ্বেগজনকভাবে বেড়েছে। মুক্তিপণ আদায়ের উদ্দেশে সংঘবদ্ধ চক্র এসব অপহরণ ঘটাচ্ছে বলে অভিযোগ রয়েছে। <box>1127 440 1485 487</box>
paragraph: অপহৃতরা হলেন ক্যাম্পের ব্লকের বাসিন্দা দুই যুবক। পরিবারের সদস্যরা জানান, রাতে মুখোশধারী কয়েকজন অস্ত্রধারী ঘরে ঢুকে তাদের জোর করে পাহাড়ের দিকে নিয়ে যায়। পরে মোবাইল ফোনে মুক্তিপণ দাবি করা হয়। <box>1127 338 1485 385</box>
paragraph: পররাষ্ট্র মন্ত্রণালয় সূত্রে জানা গেছে, সম্মেলনে পাওয়া সুপারিশমালা আগামী বছর অনুষ্ঠেয় মন্ত্রী পর্যায়ের বৈঠকে উপস্থাপন করা হবে। <box>573 838 929 868</box>
paragraph: এ ঘটনায় থানায় মামলা প্রক্রিয়াধীন রয়েছে বলে জানিয়েছেন ভারপ্রাপ্ত কর্মকর্তা। <box>426 1836 561 1899</box>
